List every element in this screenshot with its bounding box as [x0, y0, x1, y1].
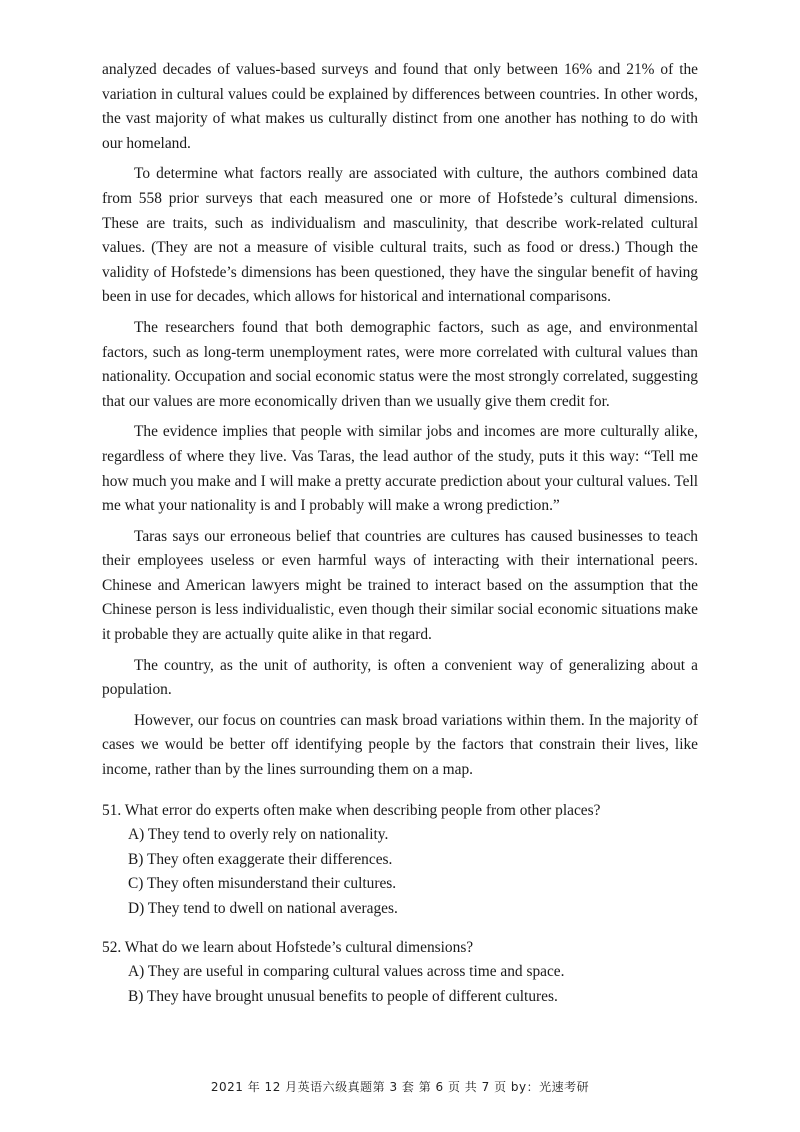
option-b: B) They often exaggerate their differences. — [128, 850, 393, 868]
option-a: A) They are useful in comparing cultural values across time and space. — [128, 963, 565, 981]
passage-paragraph-2: To determine what factors really are associated with culture, the authors combined data from 558 prior surveys that each measured one or more of Hofstede’s cultural dimensions. These are traits, such as individualism and masculinity, that describe work-related cultural values. (They are not a measure of visible cultural traits, such as food or dress.) Though the validity of Hofstede’s dimensions has been questioned, they have the singular benefit of having been in use for decades, which allows for historical and international comparisons. — [102, 165, 698, 306]
passage-paragraph-4: The evidence implies that people with similar jobs and incomes are more culturally alike, regardless of where they live. Vas Taras, the lead author of the study, puts it this way: “Tell me how much you make and I will make a pretty accurate prediction about your cultural values. Tell me what your nationality is and I probably will make a wrong prediction.” — [102, 423, 698, 515]
question-stem: 52. What do we learn about Hofstede’s cultural dimensions? — [102, 938, 474, 956]
option-list — [102, 823, 698, 921]
passage-paragraph-6: The country, as the unit of authority, is often a convenient way of generalizing about a population. — [102, 656, 698, 699]
question-52 — [102, 936, 698, 1010]
option-c: C) They often misunderstand their cultures. — [128, 875, 397, 893]
passage-paragraph-5: Taras says our erroneous belief that countries are cultures has caused businesses to teach their employees useless or even harmful ways of interacting with their international peers. Chinese and American lawyers might be trained to interact based on the assumption that the Chinese person is less individualistic, even though their similar social economic situations make it probable they are actually quite alike in that regard. — [102, 527, 698, 644]
option-b: B) They have brought unusual benefits to people of different cultures. — [128, 987, 558, 1005]
option-a: A) They tend to overly rely on nationality. — [128, 826, 389, 844]
page-footer: 2021 年 12 月英语六级真题第 3 套 第 6 页 共 7 页 by：光速考研 — [210, 1080, 590, 1094]
option-list — [102, 960, 698, 1009]
passage-paragraph-3: The researchers found that both demographic factors, such as age, and environmental factors, such as long-term unemployment rates, were more correlated with cultural values than nationality. Occupation and social economic status were the most strongly correlated, suggesting that our values are more economically driven than we usually give them credit for. — [102, 318, 698, 410]
passage-paragraph-7: However, our focus on countries can mask broad variations within them. In the majority of cases we would be better off identifying people by the factors that constrain their lives, like income, rather than by the lines surrounding them on a map. — [102, 711, 698, 779]
passage-paragraph-1: analyzed decades of values-based surveys and found that only between 16% and 21% of the variation in cultural values could be explained by differences between countries. In other words, the vast majority of what makes us culturally distinct from one another has nothing to do with our homeland. — [102, 61, 698, 152]
question-list — [102, 799, 698, 1010]
reading-passage — [102, 58, 698, 783]
option-d: D) They tend to dwell on national averages. — [128, 900, 398, 917]
question-stem: 51. What error do experts often make when describing people from other places? — [102, 801, 601, 819]
question-51 — [102, 799, 698, 922]
document-page — [102, 58, 698, 1023]
